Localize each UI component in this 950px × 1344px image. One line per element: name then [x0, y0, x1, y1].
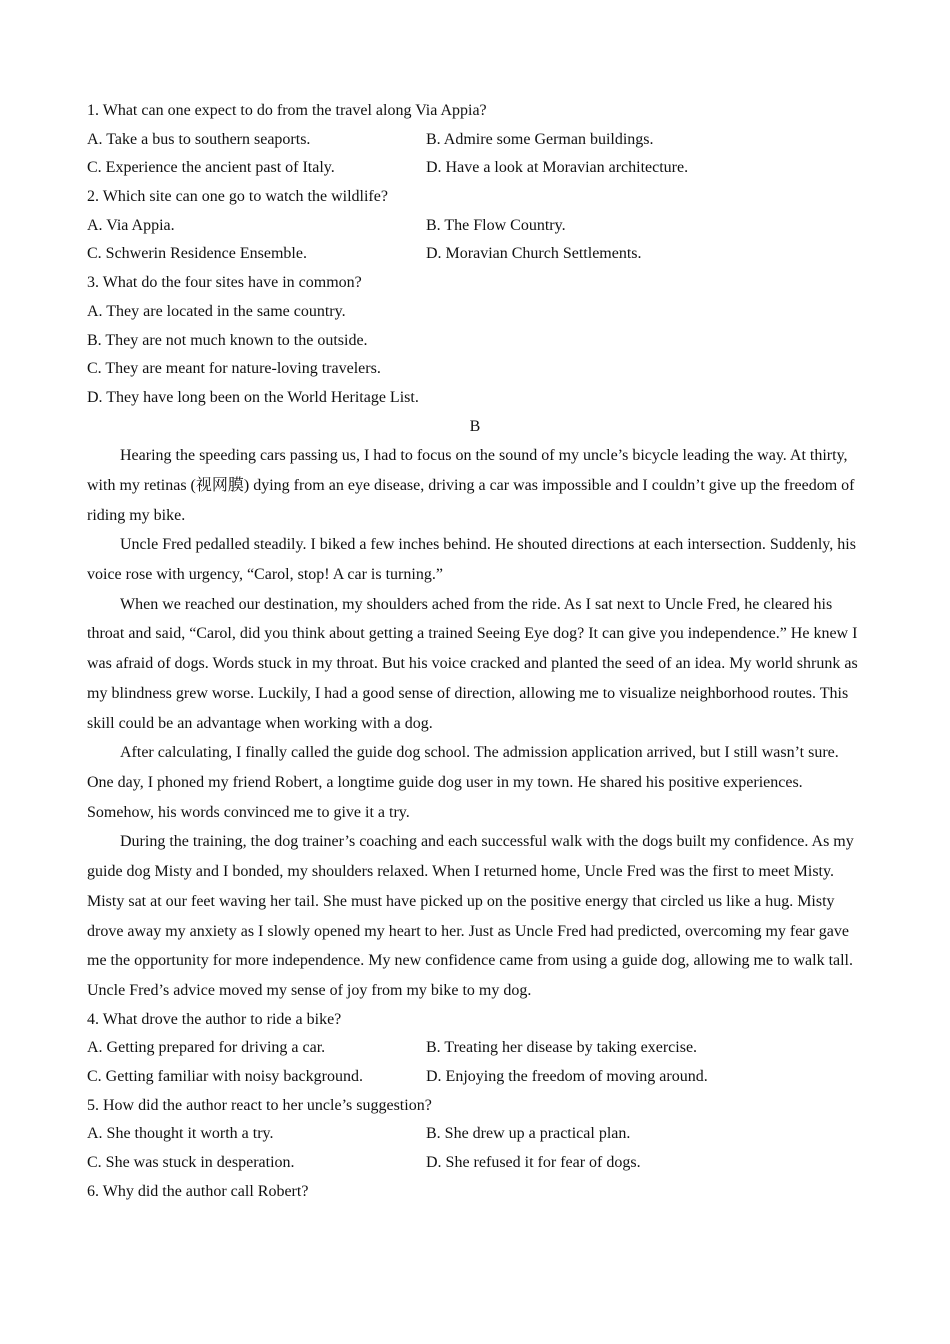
option-5a: A. She thought it worth a try.	[87, 1125, 274, 1143]
option-4b: B. Treating her disease by taking exercise.	[426, 1039, 698, 1057]
option-5d: D. She refused it for fear of dogs.	[426, 1154, 641, 1172]
question-3-stem: 3. What do the four sites have in common?	[87, 274, 362, 292]
question-4-options-row-2	[87, 1063, 863, 1092]
option-4c: C. Getting familiar with noisy background.	[87, 1067, 363, 1085]
question-2-options-row-2	[87, 240, 863, 269]
question-4-options-row-1	[87, 1034, 863, 1063]
passage-paragraph-3: When we reached our destination, my shoulders ached from the ride. As I sat next to Uncle Fred, he cleared his throat and said, “Carol, did you think about getting a trained Seeing Eye dog? It can give you independence.” He knew I was afraid of dogs. Words stuck in my throat. But his voice cracked and planted the seed of an idea. My world shrunk as my blindness grew worse. Luckily, I had a good sense of direction, allowing me to visualize neighborhood routes. This skill could be an advantage when working with a dog.	[87, 595, 858, 732]
question-1-options-row-2	[87, 154, 863, 183]
option-2a: A. Via Appia.	[87, 216, 175, 234]
option-3a: A. They are located in the same country.	[87, 302, 346, 320]
option-5c: C. She was stuck in desperation.	[87, 1154, 295, 1172]
passage-paragraph-2: Uncle Fred pedalled steadily. I biked a few inches behind. He shouted directions at each intersection. Suddenly, his voice rose with urgency, “Carol, stop! A car is turning.”	[87, 536, 856, 584]
option-4d: D. Enjoying the freedom of moving around.	[426, 1067, 708, 1085]
document-page	[87, 97, 863, 1206]
option-2b: B. The Flow Country.	[426, 216, 566, 234]
question-5-stem: 5. How did the author react to her uncle’s suggestion?	[87, 1096, 432, 1114]
option-4a: A. Getting prepared for driving a car.	[87, 1039, 326, 1057]
option-3c: C. They are meant for nature-loving travelers.	[87, 360, 381, 378]
option-2d: D. Moravian Church Settlements.	[426, 245, 642, 263]
section-heading: B	[469, 417, 481, 435]
question-2-stem: 2. Which site can one go to watch the wildlife?	[87, 188, 388, 206]
question-1-stem: 1. What can one expect to do from the travel along Via Appia?	[87, 102, 487, 119]
question-1-options-row-1	[87, 126, 863, 155]
option-1a: A. Take a bus to southern seaports.	[87, 130, 311, 148]
question-2-options-row-1	[87, 212, 863, 241]
option-5b: B. She drew up a practical plan.	[426, 1125, 631, 1143]
passage-paragraph-1: Hearing the speeding cars passing us, I had to focus on the sound of my uncle’s bicycle leading the way. At thirty, with my retinas (视网膜) dying from an eye disease, driving a car was impossible and I couldn’t give up the freedom of riding my bike.	[87, 447, 855, 524]
question-5-options-row-2	[87, 1149, 863, 1178]
option-3b: B. They are not much known to the outside.	[87, 331, 368, 349]
passage-paragraph-5: During the training, the dog trainer’s coaching and each successful walk with the dogs built my confidence. As my guide dog Misty and I bonded, my shoulders relaxed. When I returned home, Uncle Fred was the first to meet Misty. Misty sat at our feet waving her tail. She must have picked up on the positive energy that circled us like a hug. Misty drove away my anxiety as I slowly opened my heart to her. Just as Uncle Fred had predicted, overcoming my fear gave me the opportunity for more independence. My new confidence came from using a guide dog, allowing me to walk tall. Uncle Fred’s advice moved my sense of joy from my bike to my dog.	[87, 833, 854, 999]
passage-paragraph-4: After calculating, I finally called the guide dog school. The admission application arrived, but I still wasn’t sure. One day, I phoned my friend Robert, a longtime guide dog user in my town. He shared his positive experiences. Somehow, his words convinced me to give it a try.	[87, 744, 839, 821]
question-5-options-row-1	[87, 1120, 863, 1149]
option-1d: D. Have a look at Moravian architecture.	[426, 159, 689, 177]
option-1b: B. Admire some German buildings.	[426, 130, 654, 148]
question-4-stem: 4. What drove the author to ride a bike?	[87, 1010, 342, 1028]
question-6-stem: 6. Why did the author call Robert?	[87, 1182, 309, 1200]
option-1c: C. Experience the ancient past of Italy.	[87, 159, 335, 177]
option-3d: D. They have long been on the World Heritage List.	[87, 388, 419, 406]
option-2c: C. Schwerin Residence Ensemble.	[87, 245, 307, 263]
